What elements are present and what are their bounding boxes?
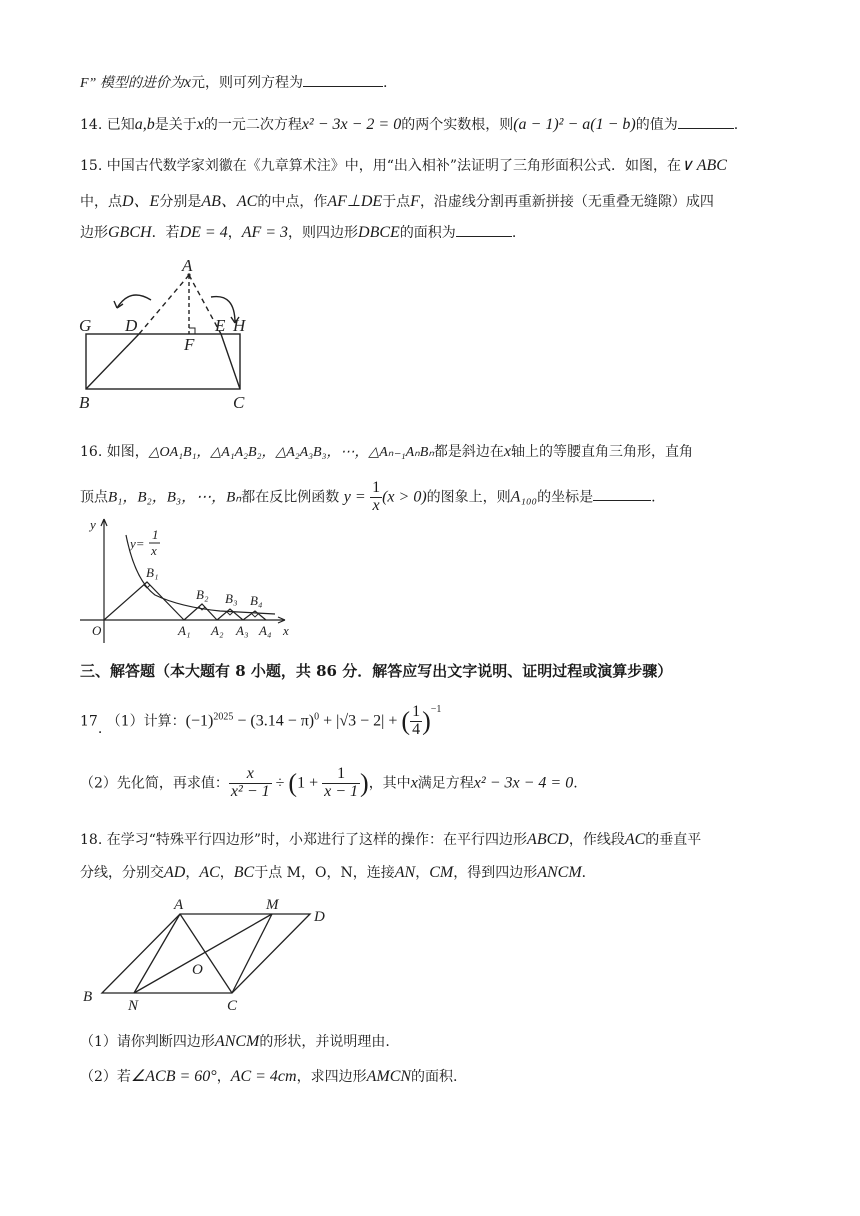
label-m: M (266, 897, 279, 913)
question-14: 14. 已知a,b是关于x的一元二次方程x² − 3x − 2 = 0的两个实数根，则(a − 1)² − a(1 − b)的值为 . (80, 116, 739, 133)
label-o: O (92, 623, 102, 638)
answer-blank[interactable] (303, 72, 383, 87)
label-y-axis: y (90, 517, 96, 532)
label-fn-den: x (151, 543, 157, 558)
question-16-line-2: 顶点B₁，B₂，B₃，⋯，Bₙ都在反比例函数 y = $\frac{1}{x}$ (x > 0)的图象上，则A₁₀₀的坐标是 . (80, 479, 656, 514)
label-h: H (233, 316, 246, 335)
label-o: O (192, 962, 203, 978)
question-15-line-2: 中，点D、E分别是AB、AC的中点，作AF⊥DE于点F，沿虚线分割再重新拼接（无重叠无缝隙）成四 (80, 193, 714, 210)
label-a: A (182, 256, 193, 275)
answer-blank[interactable] (456, 222, 512, 237)
question-16-line-1: 16. 如图，△OA₁B₁，△A₁A₂B₂，△A₂A₃B₃，⋯，△Aₙ₋₁AₙBₙ都是斜边在x轴上的等腰直角三角形，直角 (80, 443, 694, 460)
question-18-sub-2: （2）若∠ACB = 60°，AC = 4cm，求四边形AMCN的面积. (80, 1068, 458, 1085)
question-18-sub-1: （1）请你判断四边形ANCM的形状，并说明理由. (80, 1033, 390, 1050)
label-b: B (79, 393, 90, 412)
right-angle-mark-b4 (252, 614, 258, 617)
label-a2: A₂ (211, 623, 224, 638)
question-17-part-2: （2）先化简，再求值： $\frac{x}{\text{x² − 1}}$ ÷ (1 + $\frac{1}{x - 1}$ )，其中x满足方程x² − 3x − 4 = 0. (80, 765, 578, 800)
q13-tail: F” 模型的进价为x元，则可列方程为 . (80, 74, 388, 91)
dashed-ad (139, 275, 189, 334)
q18-figure (78, 890, 338, 1020)
label-e: E (215, 316, 226, 335)
label-b: B (83, 989, 93, 1005)
label-g: G (79, 316, 92, 335)
label-n: N (128, 998, 139, 1014)
label-b2: B₂ (196, 587, 209, 602)
curved-arrow-left (117, 295, 151, 308)
section-3-heading: 三、解答题（本大题有 8 小题，共 86 分．解答应写出文字说明、证明过程或演算步骤） (80, 662, 673, 680)
q15-figure (75, 255, 275, 415)
segment-ac (180, 914, 232, 993)
label-d: D (125, 316, 138, 335)
label-a4: A₄ (259, 623, 272, 638)
segment-ce (221, 334, 240, 389)
question-15-line-3: 边形GBCH．若DE = 4，AF = 3，则四边形DBCE的面积为 . (80, 224, 517, 241)
label-a: A (174, 897, 184, 913)
fraction-1-over-x-1: $\frac{1}{x - 1}$ (324, 765, 359, 800)
label-fn-y: y= (130, 536, 145, 551)
label-f: F (184, 335, 195, 354)
fraction-1-over-x: $\frac{1}{x}$ (372, 479, 381, 514)
right-angle-mark (189, 328, 195, 334)
segment-bd (86, 334, 139, 389)
label-b1: B₁ (146, 565, 159, 580)
label-a1: A₁ (178, 623, 191, 638)
question-15-line-1: 15. 中国古代数学家刘徽在《九章算术注》中，用“出入相补”法证明了三角形面积公式．如图，在∨ ABC (80, 157, 727, 174)
answer-blank[interactable] (593, 486, 651, 501)
label-c: C (227, 998, 238, 1014)
label-fn-num: 1 (152, 527, 159, 542)
question-18-line-1: 18. 在学习“特殊平行四边形”时，小郑进行了这样的操作：在平行四边形ABCD，作线段AC的垂直平 (80, 831, 702, 848)
rectangle-gbch (86, 334, 240, 389)
question-17-part-1: 17. （1）计算：$(-1)^{2025} - (3.14 - \pi)^0 + |√3 - 2|$ + ( $\frac{1}{4}$ )$^{-1}$ (80, 703, 442, 738)
question-18-line-2: 分线，分别交AD，AC，BC于点 M，O，N，连接AN，CM，得到四边形ANCM． (80, 864, 596, 881)
right-angle-mark-b3 (227, 612, 233, 615)
label-b3: B₃ (225, 591, 238, 606)
fraction-1-over-4: $\frac{1}{4}$ (412, 703, 421, 738)
label-c: C (233, 393, 245, 412)
label-d: D (314, 909, 325, 925)
label-a3: A₃ (236, 623, 249, 638)
answer-blank[interactable] (678, 114, 734, 129)
label-b4: B₄ (250, 593, 263, 608)
triangle-oa1b1 (104, 582, 184, 620)
label-x-axis: x (283, 623, 289, 638)
q16-figure (80, 515, 300, 645)
fraction-x-over-x2-1: $\frac{x}{\text{x² − 1}}$ (230, 765, 270, 800)
